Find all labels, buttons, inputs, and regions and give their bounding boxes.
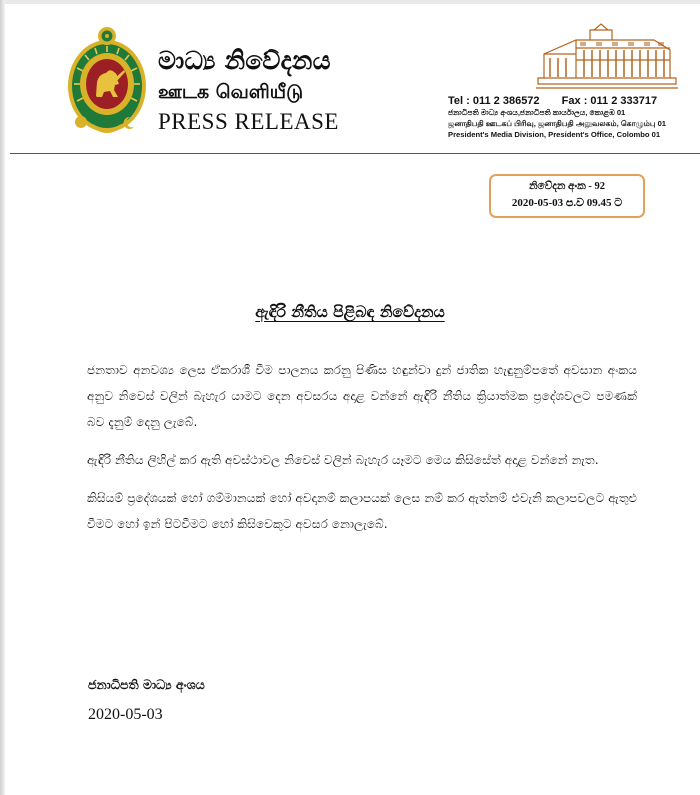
page-edge — [0, 0, 700, 4]
release-datetime: 2020-05-03 ප.ව 09.45 ට — [511, 197, 623, 209]
title-tamil: ஊடக வெளியீடு — [158, 81, 304, 103]
page-edge-shadow — [0, 0, 5, 795]
fax-label: Fax — [561, 95, 581, 107]
presidential-secretariat-building-icon — [536, 20, 678, 94]
paragraph-2: ඇඳිරි නීතිය ලිහිල් කර ඇති අවස්ථාවල නිවෙස් වලින් බැහැර යෑමට මෙය කිසිසේත් අදාළ වන්නේ නැත. — [87, 453, 599, 467]
release-number: නිවේදන අංක - 92 — [529, 181, 605, 192]
header-divider — [10, 153, 700, 154]
document-body — [87, 357, 637, 549]
signature-name: ජනාධිපති මාධ්‍ය අංශය — [88, 677, 205, 692]
paragraph-3: කිසියම් ප්‍රදේශයක් හෝ ගම්මානයක් හෝ අවදානම් කලාපයක් ලෙස නම් කර ඇත්නම් එවැනි කලාපවලට ඇතුළු වීමට හෝ ඉන් පිටවීමට හෝ කිසිවෙකුට අවසර නොලැබේ. — [87, 491, 637, 531]
address-sinhala: ජනාධිපති මාධ්‍ය අංශය,ජනාධිපති කාර්යාලය, කොළඹ 01 — [448, 108, 626, 117]
tel-number: : 011 2 386572 — [466, 95, 540, 107]
address-english: President's Media Division, President's Office, Colombo 01 — [448, 130, 661, 139]
contact-block — [448, 95, 688, 140]
sri-lanka-emblem-icon — [66, 24, 148, 136]
paragraph-1: ජනතාව අනවශ්‍ය ලෙස ඒකරාශී වීම පාලනය කරනු පිණිස හඳුන්වා දුන් ජාතික හැඳුනුම්පතේ අවසාන අංකය අනුව නිවෙස් වලින් බැහැර යාමට දෙන අවසරය අදාළ වන්නේ ඇඳිරි නීතිය ක්‍රියාත්මක ප්‍රදේශවලට පමණක් බව දැනුම් දෙනු ලැබේ. — [87, 363, 637, 429]
address-tamil: ஜனாதிபதி ஊடகப் பிரிவு, ஜனாதிபதி அலுவலகம், கொழும்பு 01 — [448, 119, 667, 128]
title-english: PRESS RELEASE — [158, 109, 339, 134]
signature-date: 2020-05-03 — [88, 706, 163, 723]
fax-number: : 011 2 333717 — [583, 95, 658, 107]
tel-label: Tel — [448, 95, 464, 107]
title-sinhala: මාධ්‍ය නිවේදනය — [158, 46, 331, 75]
release-number-box — [489, 174, 645, 218]
phone-fax-line — [448, 95, 688, 107]
document-heading: ඇඳිරි නීතිය පිළිබඳ නිවේදනය — [255, 303, 445, 321]
